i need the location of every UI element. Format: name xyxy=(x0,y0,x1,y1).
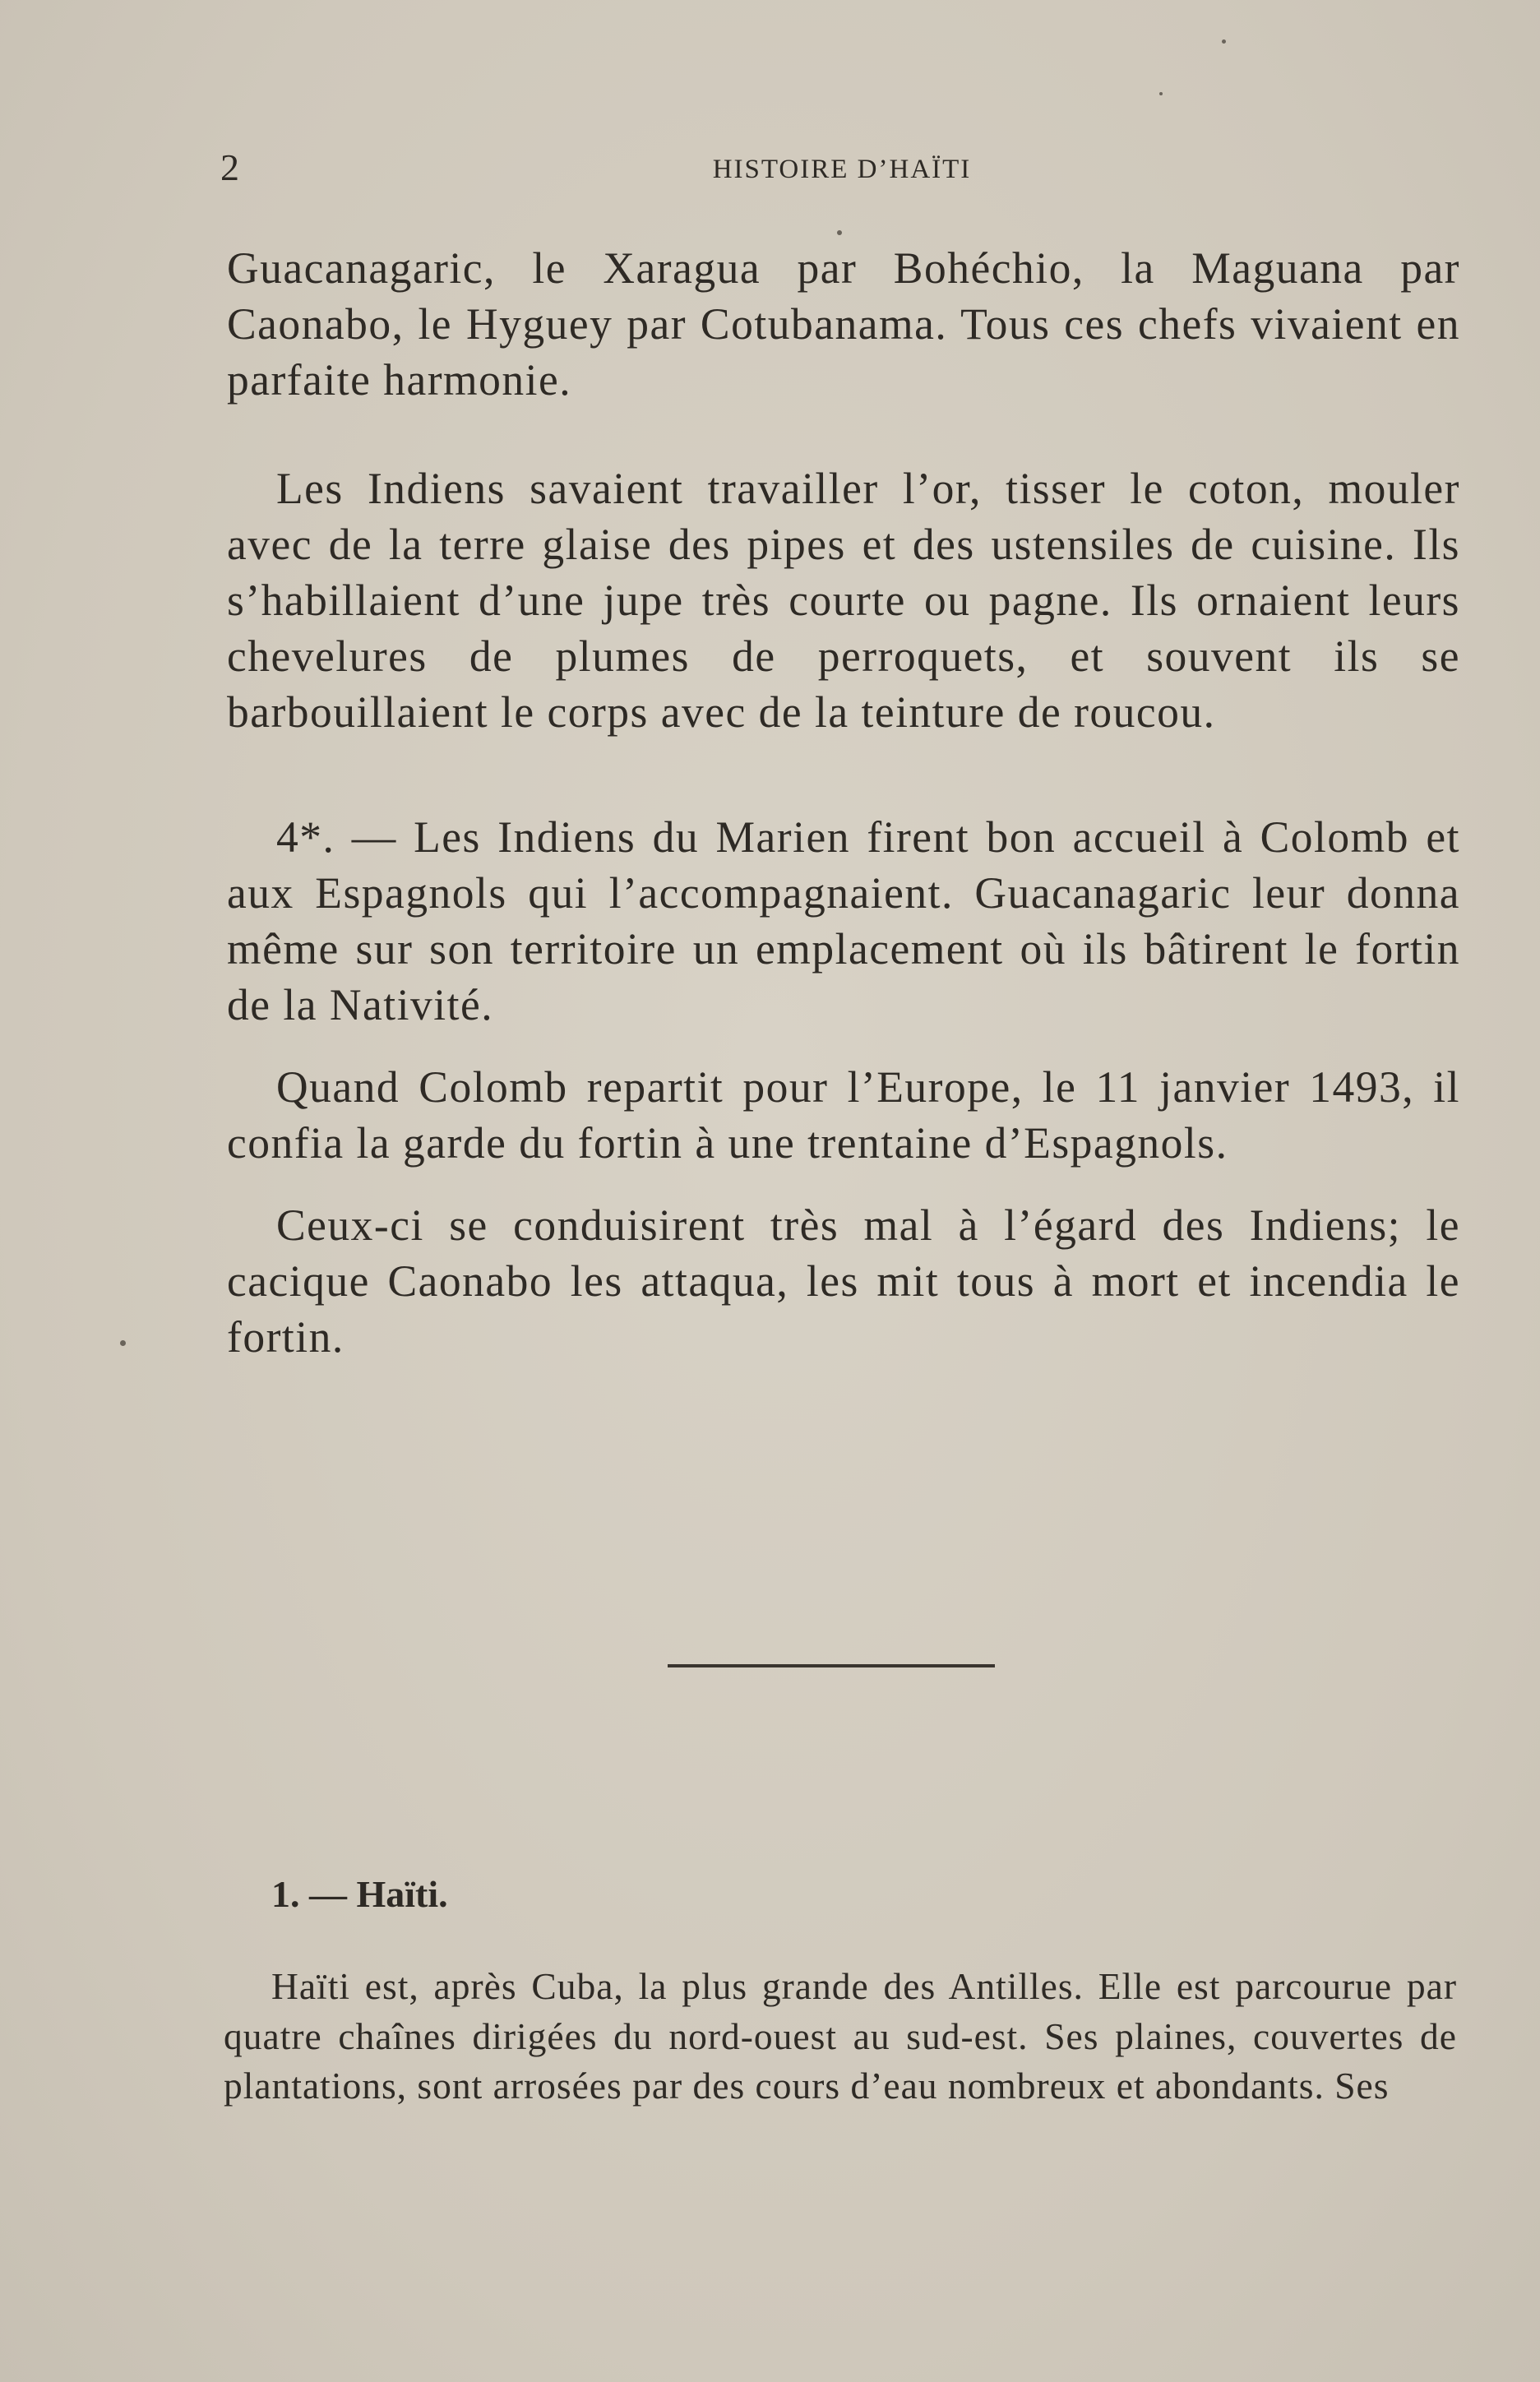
page-header xyxy=(220,146,1464,196)
main-text xyxy=(227,240,1460,1365)
paper-speck xyxy=(1222,39,1226,44)
note-text xyxy=(224,1962,1457,2111)
page-number: 2 xyxy=(220,146,239,188)
note-paragraph: Haïti est, après Cuba, la plus grande des Antilles. Elle est parcourue par quatre chaînes dirigées du nord-ouest au sud-est. Ses plaines, couvertes de plantations, sont arrosées par des cours d’eau nombreux et abondants. Ses xyxy=(224,1965,1457,2107)
paragraph-2: Les Indiens savaient travailler l’or, tisser le coton, mouler avec de la terre glaise des pipes et des ustensiles de cuisine. Ils s’habillaient d’une jupe très courte ou pagne. Ils ornaient leurs chevelures de plumes de perroquets, et souvent ils se barbouillaient le corps avec de la teinture de roucou. xyxy=(227,464,1460,737)
paragraph-3: 4*. — Les Indiens du Marien firent bon accueil à Colomb et aux Espagnols qui l’accompagnaient. Guacanagaric leur donna même sur son territoire un emplacement où ils bâtirent le fortin de la Nativité. xyxy=(227,812,1460,1029)
running-title: HISTOIRE D’HAÏTI xyxy=(712,155,972,184)
paragraph-4: Quand Colomb repartit pour l’Europe, le 11 janvier 1493, il confia la garde du fortin à une trentaine d’Espagnols. xyxy=(227,1062,1460,1168)
paragraph-5: Ceux-ci se conduisirent très mal à l’égard des Indiens; le cacique Caonabo les attaqua, les mit tous à mort et incendia le fortin. xyxy=(227,1200,1460,1362)
paper-speck xyxy=(837,230,842,235)
note-heading: 1. — Haïti. xyxy=(271,1873,448,1915)
paragraph-1: Guacanagaric, le Xaragua par Bohéchio, la Maguana par Caonabo, le Hyguey par Cotubanama. Tous ces chefs vivaient en parfaite harmonie. xyxy=(227,243,1460,405)
paper-speck xyxy=(120,1340,126,1346)
section-divider xyxy=(668,1664,995,1667)
paper-speck xyxy=(1159,92,1163,95)
